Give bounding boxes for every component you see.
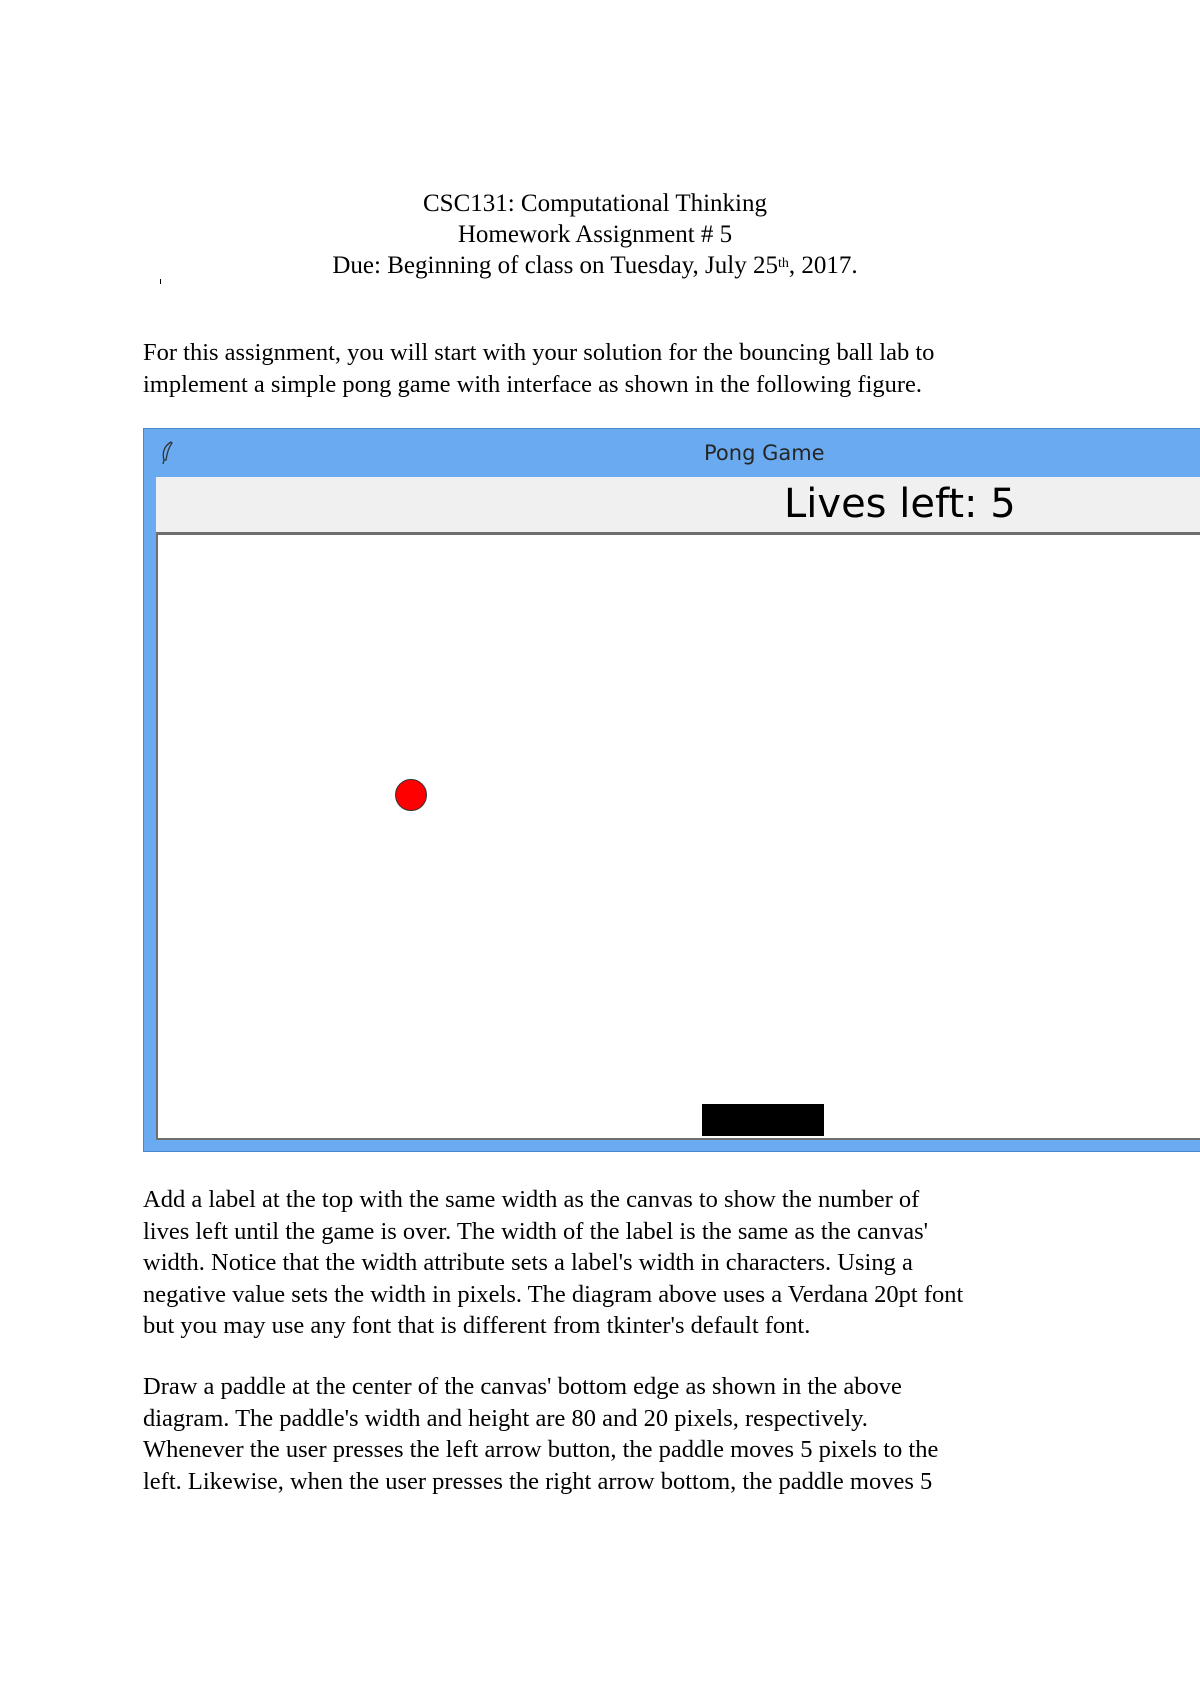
label-line: width. Notice that the width attribute sets a label's width in characters. Using a	[143, 1249, 913, 1276]
label-line: lives left until the game is over. The width of the label is the same as the canvas'	[143, 1217, 929, 1245]
label-line: negative value sets the width in pixels. The diagram above uses a Verdana 20pt font	[143, 1280, 964, 1308]
window-titlebar	[144, 429, 1200, 479]
intro-line: For this assignment, you will start with your solution for the bouncing ball lab to	[143, 339, 935, 366]
intro-line: implement a simple pong game with interface as shown in the following figure.	[143, 370, 923, 398]
lives-left-text: Lives left: 5	[784, 481, 1016, 527]
paddle	[702, 1104, 824, 1136]
pong-game-window-figure	[143, 428, 1200, 1152]
document-header	[0, 188, 1200, 281]
intro-paragraph	[143, 337, 1083, 400]
due-date-suffix: , 2017.	[788, 252, 858, 279]
assignment-title: Homework Assignment # 5	[457, 221, 733, 248]
label-paragraph	[143, 1184, 1083, 1342]
label-line: Add a label at the top with the same width as the canvas to show the number of	[143, 1186, 920, 1213]
paddle-line: Whenever the user presses the left arrow button, the paddle moves 5 pixels to the	[143, 1436, 939, 1463]
paddle-line: diagram. The paddle's width and height are 80 and 20 pixels, respectively.	[143, 1404, 868, 1432]
paddle-paragraph	[143, 1371, 1083, 1497]
due-date-prefix: Due: Beginning of class on Tuesday, July 25	[332, 252, 778, 279]
due-date-ordinal: th	[777, 256, 789, 271]
window-title: Pong Game	[704, 441, 825, 465]
lives-left-label	[156, 477, 1200, 534]
paddle-line: Draw a paddle at the center of the canvas' bottom edge as shown in the above	[143, 1373, 902, 1400]
ball	[395, 779, 427, 811]
game-canvas	[156, 534, 1200, 1140]
label-line: but you may use any font that is different from tkinter's default font.	[143, 1312, 811, 1339]
due-date	[0, 250, 1195, 281]
stray-mark	[160, 279, 161, 284]
paddle-line: left. Likewise, when the user presses the right arrow bottom, the paddle moves 5	[143, 1467, 933, 1495]
course-title: CSC131: Computational Thinking	[422, 190, 767, 217]
tk-feather-icon	[160, 441, 174, 465]
